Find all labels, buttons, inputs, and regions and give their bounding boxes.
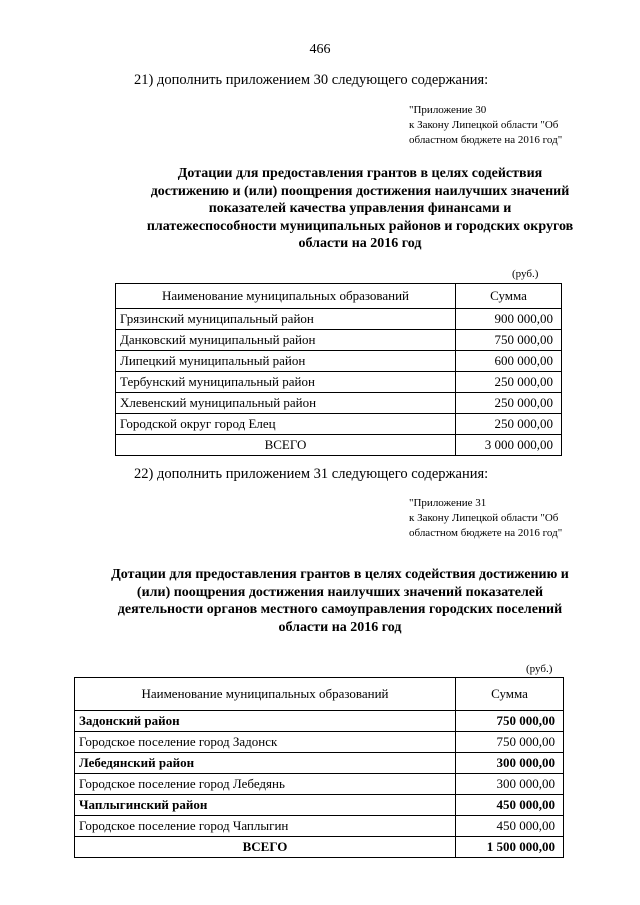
- row-name: Городское поселение город Лебедянь: [75, 774, 456, 795]
- title-line: платежеспособности муниципальных районов и городских округов: [146, 218, 574, 234]
- section-1-unit: (руб.): [512, 268, 539, 280]
- table-header-row: [75, 678, 564, 711]
- column-header-name: Наименование муниципальных образований: [75, 678, 456, 711]
- section-2-annex-note: [409, 496, 562, 541]
- row-amount: 250 000,00: [456, 393, 562, 414]
- total-amount: 1 500 000,00: [456, 837, 564, 858]
- section-1-title: [60, 165, 640, 253]
- table-total-row: [116, 435, 562, 456]
- annex-note-line: областном бюджете на 2016 год": [409, 134, 563, 146]
- row-name: Городской округ город Елец: [116, 414, 456, 435]
- row-name: Задонский район: [75, 711, 456, 732]
- section-1-annex-note: [409, 103, 562, 148]
- total-label: ВСЕГО: [75, 837, 456, 858]
- title-line: (или) поощрения достижения наилучших значений показателей: [136, 584, 544, 600]
- row-amount: 750 000,00: [456, 732, 564, 753]
- row-amount: 250 000,00: [456, 414, 562, 435]
- row-amount: 450 000,00: [456, 816, 564, 837]
- table-row: [116, 351, 562, 372]
- table-row: [116, 414, 562, 435]
- column-header-amount: Сумма: [456, 678, 564, 711]
- table-row: [116, 309, 562, 330]
- table-row: [75, 816, 564, 837]
- total-label: ВСЕГО: [116, 435, 456, 456]
- row-name: Чаплыгинский район: [75, 795, 456, 816]
- table-row: [75, 774, 564, 795]
- row-name: Городское поселение город Чаплыгин: [75, 816, 456, 837]
- row-name: Грязинский муниципальный район: [116, 309, 456, 330]
- row-amount: 250 000,00: [456, 372, 562, 393]
- annex-note-line: "Приложение 30: [409, 104, 487, 116]
- row-amount: 900 000,00: [456, 309, 562, 330]
- title-line: Дотации для предоставления грантов в целях содействия достижению и: [111, 567, 569, 582]
- section-2-table: [74, 677, 564, 858]
- row-amount: 600 000,00: [456, 351, 562, 372]
- table-row: [75, 732, 564, 753]
- row-amount: 750 000,00: [456, 330, 562, 351]
- table-header-row: [116, 284, 562, 309]
- row-amount: 750 000,00: [456, 711, 564, 732]
- title-line: показателей качества управления финансами и: [208, 201, 512, 216]
- row-name: Лебедянский район: [75, 753, 456, 774]
- row-amount: 300 000,00: [456, 774, 564, 795]
- table-row: [116, 393, 562, 414]
- row-name: Городское поселение город Задонск: [75, 732, 456, 753]
- section-2-title: [40, 566, 640, 636]
- section-2-unit: (руб.): [526, 663, 553, 675]
- row-name: Данковский муниципальный район: [116, 330, 456, 351]
- title-line: достижению и (или) поощрения достижения наилучших значений: [150, 183, 570, 199]
- table-total-row: [75, 837, 564, 858]
- page-number: 466: [309, 42, 331, 57]
- row-name: Липецкий муниципальный район: [116, 351, 456, 372]
- section-2-intro: 22) дополнить приложением 31 следующего содержания:: [134, 466, 489, 482]
- table-row: [75, 753, 564, 774]
- column-header-name: Наименование муниципальных образований: [116, 284, 456, 309]
- annex-note-line: областном бюджете на 2016 год": [409, 527, 563, 539]
- title-line: области на 2016 год: [298, 236, 422, 251]
- annex-note-line: к Закону Липецкой области "Об: [409, 119, 559, 131]
- annex-note-line: к Закону Липецкой области "Об: [409, 512, 559, 524]
- row-amount: 300 000,00: [456, 753, 564, 774]
- row-amount: 450 000,00: [456, 795, 564, 816]
- total-amount: 3 000 000,00: [456, 435, 562, 456]
- title-line: области на 2016 год: [278, 619, 402, 635]
- table-row: [75, 711, 564, 732]
- table-row: [116, 372, 562, 393]
- table-row: [116, 330, 562, 351]
- title-line: деятельности органов местного самоуправления городских поселений: [117, 602, 563, 617]
- title-line: Дотации для предоставления грантов в целях содействия: [177, 166, 543, 181]
- section-1-table: [115, 283, 562, 456]
- annex-note-line: "Приложение 31: [409, 497, 487, 509]
- column-header-amount: Сумма: [456, 284, 562, 309]
- row-name: Тербунский муниципальный район: [116, 372, 456, 393]
- row-name: Хлевенский муниципальный район: [116, 393, 456, 414]
- table-row: [75, 795, 564, 816]
- section-1-intro: 21) дополнить приложением 30 следующего содержания:: [134, 72, 489, 88]
